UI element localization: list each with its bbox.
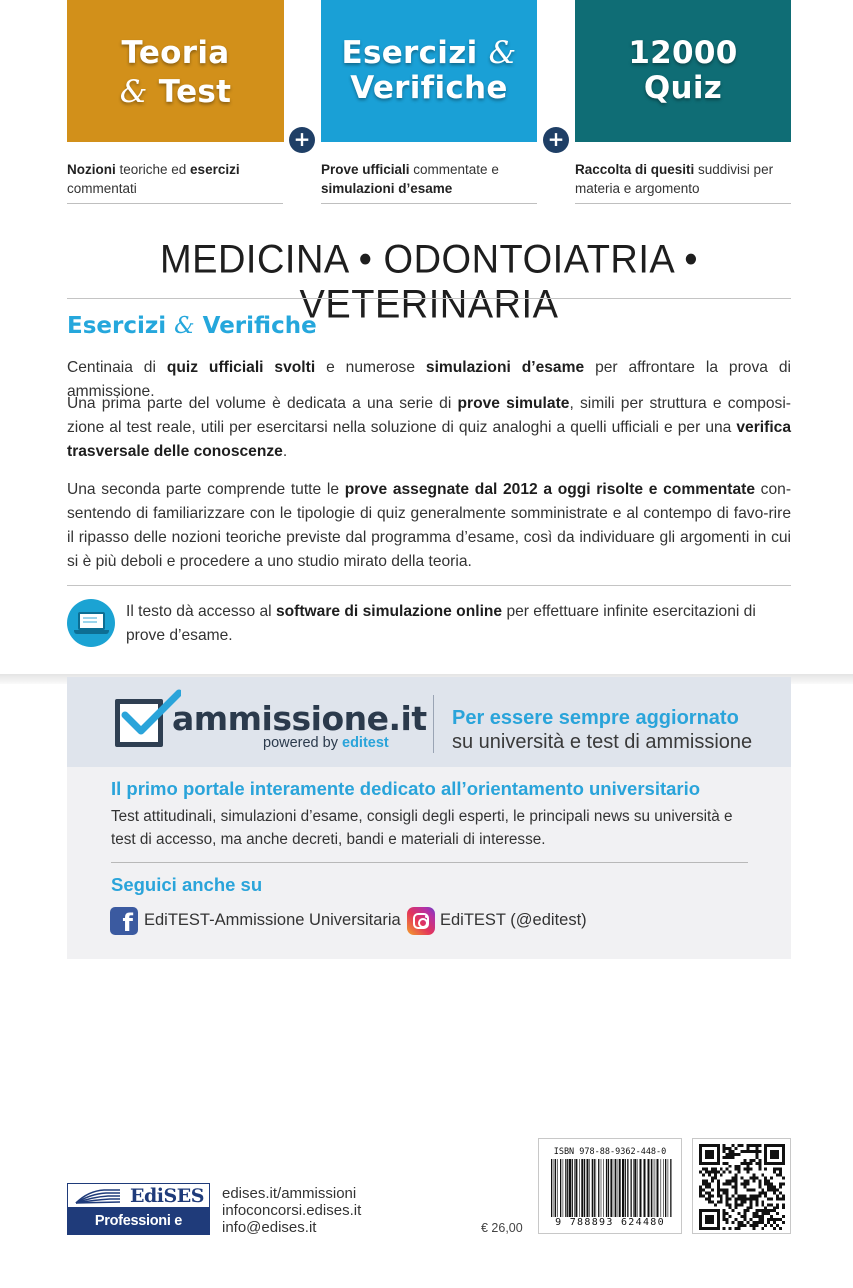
section-heading: Esercizi & Verifiche: [67, 313, 317, 339]
tagline-quiz: Raccolta di quesiti suddivisi per materia e argomento: [575, 160, 791, 204]
header-divider: [433, 695, 434, 753]
ampersand: &: [174, 313, 195, 339]
divider: [67, 585, 791, 586]
tile-line-2: Test: [158, 74, 232, 110]
barcode-bars: [549, 1159, 673, 1217]
barcode-digits: 9 788893 624480: [555, 1217, 665, 1228]
portal-description: Test attitudinali, simulazioni d’esame, consigli degli esperti, le principali news su università e test di accesso, ma anche decreti, bandi e materiali di interesse.: [111, 808, 733, 848]
tile-line-1: 12000: [628, 35, 738, 71]
paragraph-simulated-tests: Una prima parte del volume è dedicata a una serie di prove simulate, simili per struttura e composi-zione al test reale, utili per esercitarsi nella soluzione di quiz analoghi a quelli ufficiali e per una verifica trasversale delle conoscenze.: [67, 395, 792, 460]
tile-12000-quiz: [575, 0, 791, 142]
paragraph-official-tests: Una seconda parte comprende tutte le prove assegnate dal 2012 a oggi risolte e commentate con-sentendo di familiarizzare con le tipologie di quiz generalmente somministrate e al contempo di favo-rire il ripasso delle nozioni teoriche previste dal programma d’esame, così da individuare gli argomenti in cui si è più deboli e procedere a uno studio mirato della teoria.: [67, 481, 792, 570]
portal-header: [67, 677, 791, 767]
publisher-links: [222, 1185, 361, 1236]
tile-teoria-test: [67, 0, 284, 142]
barcode: [538, 1138, 682, 1234]
plus-icon: +: [289, 127, 315, 153]
price: € 26,00: [481, 1221, 523, 1235]
tagline-esercizi: Prove ufficiali commentate e simulazioni d’esame: [321, 160, 537, 204]
ampersand: &: [119, 74, 148, 110]
facebook-icon[interactable]: f: [110, 907, 138, 935]
divider: [67, 298, 791, 299]
portal-title: Il primo portale interamente dedicato all’orientamento universitario: [111, 778, 701, 799]
paragraph-software: Il testo dà accesso al software di simulazione online per effettuare infinite esercitazioni di prove d’esame.: [126, 603, 756, 644]
tile-line-1: Teoria: [121, 35, 230, 71]
tile-esercizi-verifiche: [321, 0, 537, 142]
facebook-link[interactable]: EdiTEST-Ammissione Universitaria: [144, 911, 401, 929]
tile-line-2: Quiz: [643, 70, 723, 106]
divider: [111, 862, 748, 863]
logo-subtitle: Professioni e Concorsi: [67, 1208, 210, 1235]
tile-line-1: Esercizi: [341, 35, 478, 71]
book-lines-icon: [74, 1187, 122, 1205]
paragraph-intro: Centinaia di quiz ufficiali svolti e numerose simulazioni d’esame per affrontare la prova di ammissione.: [67, 359, 791, 400]
instagram-link[interactable]: EdiTEST (@editest): [440, 911, 587, 929]
ampersand: &: [488, 35, 517, 71]
qr-code: [692, 1138, 791, 1234]
slogan-line-1: Per essere sempre aggiornato: [452, 707, 739, 729]
portal-box: [67, 677, 791, 959]
subjects-heading: MEDICINA • ODONTOIATRIA • VETERINARIA: [159, 237, 699, 328]
link-email[interactable]: info@edises.it: [222, 1219, 317, 1236]
tagline-teoria: Nozioni teoriche ed esercizi commentati: [67, 160, 283, 204]
qr-code-pattern: [699, 1144, 785, 1230]
slogan-line-2: su università e test di ammissione: [452, 731, 753, 753]
logo-name: EdiSES: [130, 1185, 204, 1207]
link-ammissioni[interactable]: edises.it/ammissioni: [222, 1185, 357, 1202]
instagram-icon[interactable]: [407, 907, 435, 935]
tile-line-2: Verifiche: [350, 70, 508, 106]
link-infoconcorsi[interactable]: infoconcorsi.edises.it: [222, 1202, 362, 1219]
plus-icon: +: [543, 127, 569, 153]
brand-name: ammissione.it: [172, 699, 427, 738]
publisher-logo: [67, 1183, 210, 1256]
follow-title: Seguici anche su: [111, 874, 263, 895]
powered-by: powered by editest: [263, 735, 389, 751]
laptop-icon: [67, 599, 115, 647]
isbn-text: ISBN 978-88-9362-448-0: [553, 1147, 667, 1157]
